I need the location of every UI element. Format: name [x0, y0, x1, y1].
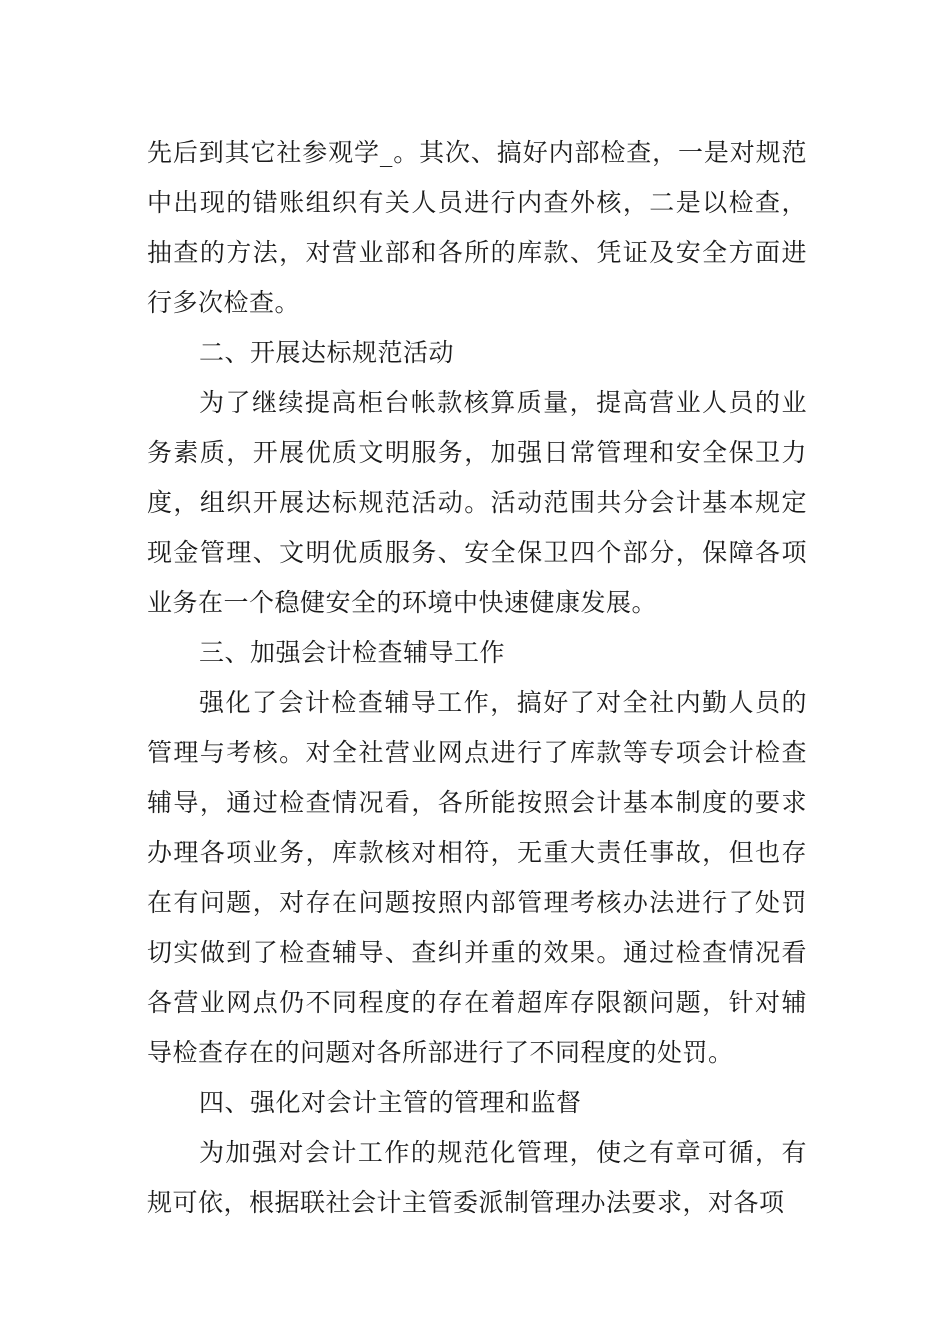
section-heading-2: 二、开展达标规范活动 [199, 338, 455, 367]
paragraph-accounting-inspection: 强化了会计检查辅导工作，搞好了对全社内勤人员的管理与考核。对全社营业网点进行了库款等专项会计检查辅导，通过检查情况看，各所能按照会计基本制度的要求办理各项业务，库款核对相符，无重大责任事故，但也存在有问题，对存在问题按照内部管理考核办法进行了处罚切实做到了检查辅导、查纠并重的效果。通过检查情况看各营业网点仍不同程度的存在着超库存限额问题，针对辅导检查存在的问题对各所部进行了不同程度的处罚。 [147, 688, 807, 1067]
section-heading-3: 三、加强会计检查辅导工作 [199, 638, 506, 667]
document-body [147, 128, 807, 1228]
paragraph-standards-activity: 为了继续提高柜台帐款核算质量，提高营业人员的业务素质，开展优质文明服务，加强日常管理和安全保卫力度，组织开展达标规范活动。活动范围共分会计基本规定现金管理、文明优质服务、安全保卫四个部分，保障各项业务在一个稳健安全的环境中快速健康发展。 [147, 388, 807, 617]
section-heading-4: 四、强化对会计主管的管理和监督 [199, 1088, 582, 1117]
paragraph-supervisor-management: 为加强对会计工作的规范化管理，使之有章可循，有规可依，根据联社会计主管委派制管理办法要求，对各项 [147, 1138, 807, 1217]
paragraph-continuation: 先后到其它社参观学_。其次、搞好内部检查，一是对规范中出现的错账组织有关人员进行内查外核，二是以检查，抽查的方法，对营业部和各所的库款、凭证及安全方面进行多次检查。 [147, 138, 807, 317]
